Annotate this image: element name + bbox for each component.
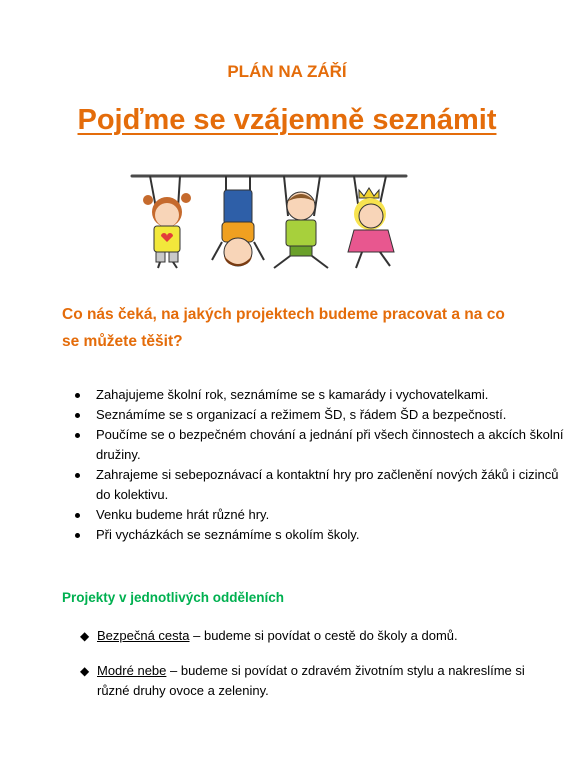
children-illustration — [128, 168, 410, 280]
intro-text: Co nás čeká, na jakých projektech budeme pracovat a na co se můžete těšit? — [62, 306, 505, 350]
project-description: – budeme si povídat o cestě do školy a domů. — [189, 628, 458, 643]
page-title — [0, 104, 574, 137]
list-item: Při vycházkách se seznámíme s okolím školy. — [96, 525, 566, 545]
child-4-figure — [348, 176, 394, 268]
child-3-figure — [274, 176, 328, 268]
plan-heading: PLÁN NA ZÁŘÍ — [227, 62, 347, 81]
list-item: Zahrajeme si sebepoznávací a kontaktní hry pro začlenění nových žáků i cizinců do kolektivu. — [96, 465, 566, 505]
project-description: – budeme si povídat o zdravém životním stylu a nakreslíme si různé druhy ovoce a zeleniny. — [97, 663, 525, 698]
page-title-text: Pojďme se vzájemně seznámit — [77, 104, 497, 136]
list-item: Seznámíme se s organizací a režimem ŠD, s řádem ŠD a bezpečností. — [96, 405, 566, 425]
project-name: Modré nebe — [97, 663, 167, 678]
project-item — [80, 626, 537, 646]
diamond-bullet-icon: ◆ — [80, 629, 90, 643]
list-item: Poučíme se o bezpečném chování a jednání při všech činnostech a akcích školní družiny. — [96, 425, 566, 465]
projects-heading: Projekty v jednotlivých odděleních — [62, 590, 285, 605]
diamond-bullet-icon: ◆ — [80, 664, 90, 678]
child-1-figure — [143, 176, 191, 268]
project-item — [80, 661, 537, 701]
list-item: Zahajujeme školní rok, seznámíme se s kamarády i vychovatelkami. — [96, 385, 566, 405]
child-2-figure — [212, 176, 264, 266]
activity-list — [62, 385, 566, 545]
list-item: Venku budeme hrát různé hry. — [96, 505, 566, 525]
project-name: Bezpečná cesta — [97, 628, 190, 643]
